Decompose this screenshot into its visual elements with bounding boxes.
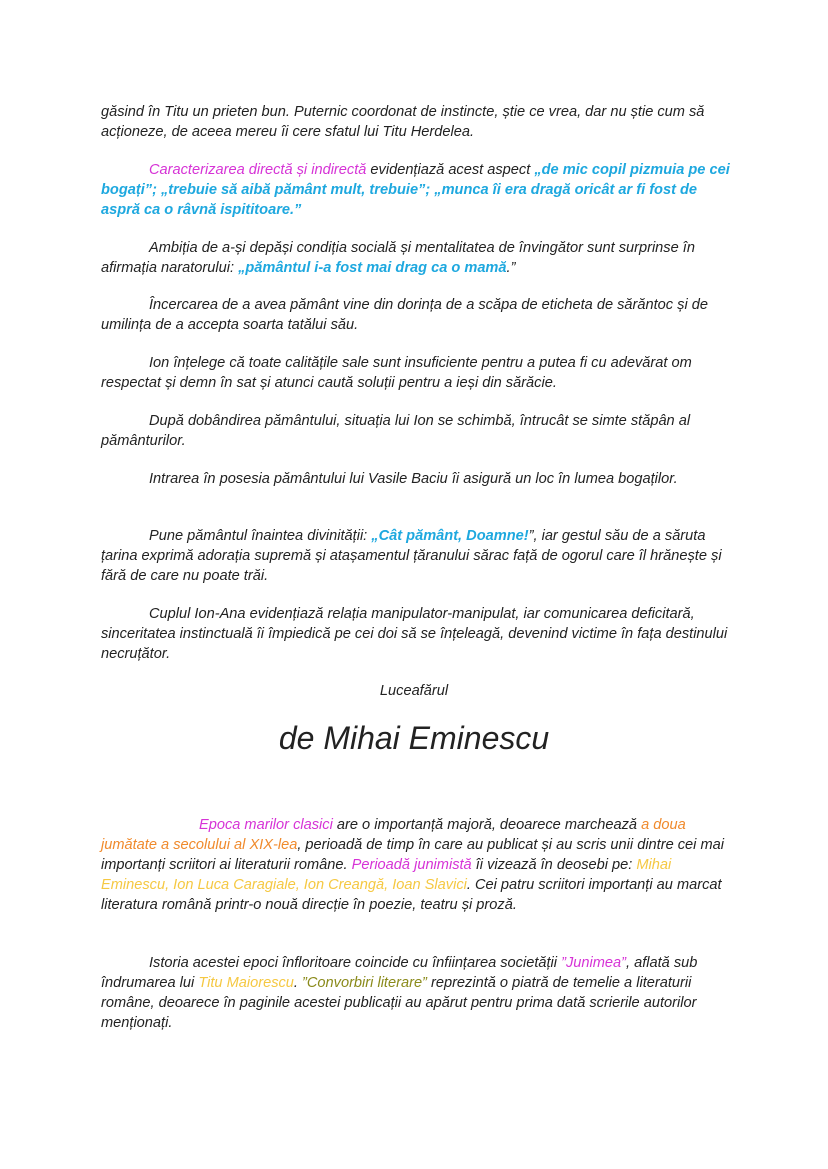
paragraph-9 (101, 604, 731, 664)
paragraph-text: . (293, 975, 303, 991)
paragraph-text: îi vizează în deosebi pe: (471, 857, 637, 873)
paragraph-text: evidențiază acest aspect (366, 162, 535, 178)
quote-highlight: „Cât pământ, Doamne! (371, 528, 529, 544)
paragraph-text: Încercarea de a avea pământ vine din dorința de a scăpa de eticheta de sărăntoc și de umilința de a accepta soarta tatălui său. (101, 297, 708, 333)
paragraph-text: Ambiția de a-și depăși condiția socială și mentalitatea de învingător sunt surprinse în afirmația naratorului: (101, 240, 695, 276)
highlight-epoch: Epoca marilor clasici (199, 817, 333, 833)
paragraph-2 (101, 160, 731, 220)
paragraph-10 (101, 815, 731, 915)
paragraph-text: După dobândirea pământului, situația lui Ion se schimbă, întrucât se simte stăpân al pământurilor. (101, 413, 691, 449)
paragraph-text: Pune pământul înaintea divinității: (149, 528, 372, 544)
paragraph-text: Intrarea în posesia pământului lui Vasile Baciu îi asigură un loc în lumea bogaților. (149, 471, 678, 487)
quote-highlight: „de mic copil pizmuia pe cei bogați”; „trebuie să aibă pământ mult, trebuie”; „munca îi era dragă oricât ar fi fost de aspră ca o râvnă ispititoare.” (101, 162, 730, 218)
highlight-characterization: Caracterizarea directă și indirectă (149, 162, 367, 178)
paragraph-4 (101, 295, 731, 335)
paragraph-text: . Cei patru scriitori importanți au marcat literatura română printr-o nouă direcție în poezie, teatru și proză. (101, 877, 722, 913)
section-title: Luceafărul (379, 683, 449, 699)
paragraph-text: găsind în Titu un prieten bun. Puternic coordonat de instincte, știe ce vrea, dar nu știe cum să acționeze, de aceea mereu îi cere sfatul lui Titu Herdelea. (101, 104, 705, 140)
paragraph-text: reprezintă o piatră de temelie a literaturii române, deoarece în paginile acestei publicații au apărut pentru prima dată scrierile autorilor menționați. (101, 975, 697, 1031)
highlight-period: Perioadă junimistă (351, 857, 472, 873)
section-subtitle: de Mihai Eminescu (278, 720, 550, 756)
paragraph-8 (101, 526, 731, 586)
quote-highlight: „pământul i-a fost mai drag ca o mamă (238, 260, 507, 276)
paragraph-3 (101, 238, 731, 278)
paragraph-text: , aflată sub îndrumarea lui (101, 955, 698, 991)
paragraph-text: Ion înțelege că toate calitățile sale sunt insuficiente pentru a putea fi cu adevărat om respectat și demn în sat și atunci caută soluții pentru a ieși din sărăcie. (101, 355, 692, 391)
highlight-authors: Mihai Eminescu, Ion Luca Caragiale, Ion Creangă, Ioan Slavici (101, 857, 672, 893)
paragraph-7 (101, 469, 731, 489)
paragraph-text: , perioadă de timp în care au publicat și au scris unii dintre cei mai importanți scriitori ai literaturii române. (101, 837, 724, 873)
paragraph-text: Istoria acestei epoci înfloritoare coincide cu înființarea societății (149, 955, 562, 971)
paragraph-text: ”, iar gestul său de a săruta țarina exprimă adorația supremă și atașamentul țăranului sărac față de ogorul care îl hrănește și fără de care nu poate trăi. (101, 528, 722, 584)
paragraph-text: Cuplul Ion-Ana evidențiază relația manipulator-manipulat, iar comunicarea deficitară, sinceritatea instinctuală îi împiedică pe cei doi să se înțeleagă, devenind victime în fața destinului necruțător. (101, 606, 728, 662)
highlight-junimea: ”Junimea” (561, 955, 626, 971)
highlight-century: a doua jumătate a secolului al XIX-lea (101, 817, 686, 853)
paragraph-text: are o importanță majoră, deoarece marchează (332, 817, 642, 833)
paragraph-6 (101, 411, 731, 451)
paragraph-11 (101, 953, 731, 1033)
paragraph-5 (101, 353, 731, 393)
paragraph-1 (101, 102, 731, 142)
highlight-maiorescu: Titu Maiorescu (198, 975, 294, 991)
highlight-journal: ”Convorbiri literare” (302, 975, 427, 991)
paragraph-text: .” (506, 260, 516, 276)
